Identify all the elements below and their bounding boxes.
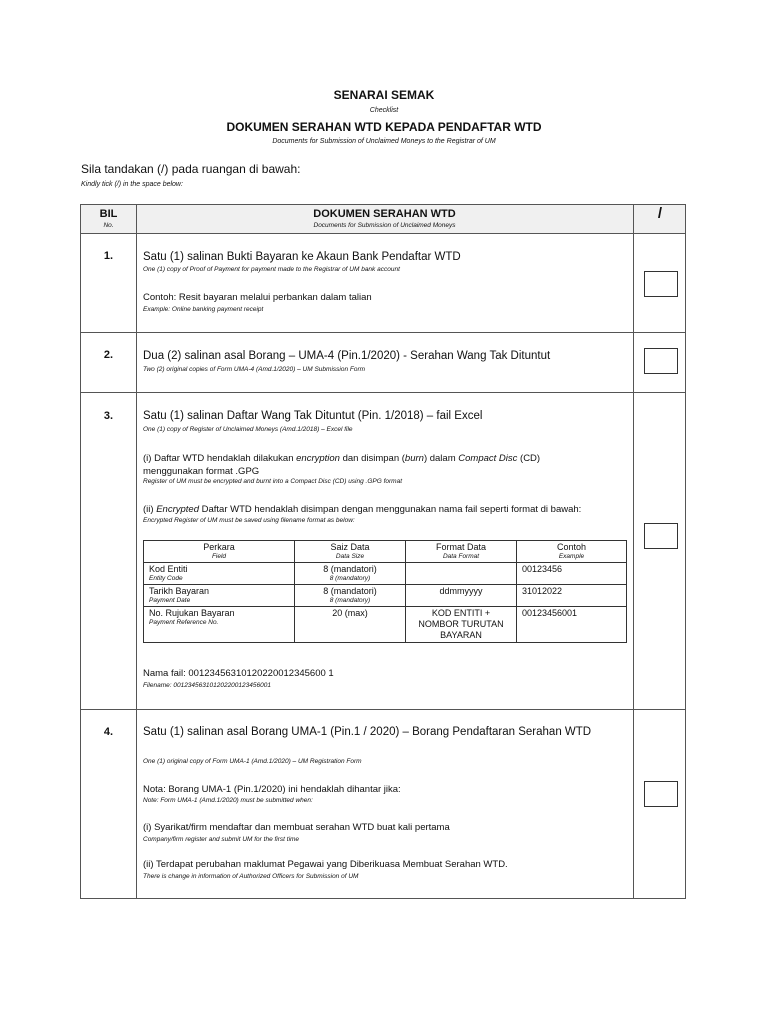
row-divider [81,392,685,393]
row-1-example: Contoh: Resit bayaran melalui perbankan dalam talian [143,292,372,303]
column-header-tick: / [657,205,663,222]
row-4-item-ii: (ii) Terdapat perubahan maklumat Pegawai yang Diberikuasa Membuat Serahan WTD. [143,859,508,870]
row-4-note-english: Note: Form UMA-1 (Amd.1/2020) must be submitted when: [143,797,313,804]
row-3-paragraph-1: (i) Daftar WTD hendaklah dilakukan encryption dan disimpan (burn) dalam Compact Disc (CD) [143,453,541,464]
filename-format-table [143,540,627,643]
size-cell: 20 (max) [295,607,406,643]
tick-box[interactable] [644,348,678,374]
column-header: Saiz Data Data Size [295,541,406,563]
row-1-title-english: One (1) copy of Proof of Payment for payment made to the Registrar of UM bank account [143,266,400,273]
checklist-table [80,204,686,899]
example-cell: 00123456 [517,563,627,585]
row-divider [81,709,685,710]
size-cell: 8 (mandatori) 8 (mandatory) [295,563,406,585]
document-subtitle-english: Documents for Submission of Unclaimed Moneys to the Registrar of UM [272,138,496,145]
column-header: Contoh Example [517,541,627,563]
row-4-note: Nota: Borang UMA-1 (Pin.1/2020) ini hendaklah dihantar jika: [143,784,401,795]
table-row [144,585,627,607]
row-3-paragraph-2-english: Encrypted Register of UM must be saved using filename format as below: [143,517,355,524]
example-cell: 00123456001 [517,607,627,643]
field-cell: Tarikh Bayaran Payment Date [144,585,295,607]
table-row [144,607,627,643]
format-cell [406,563,517,585]
instruction: Sila tandakan (/) pada ruangan di bawah: [81,162,301,176]
row-2-title: Dua (2) salinan asal Borang – UMA-4 (Pin.1/2020) - Serahan Wang Tak Dituntut [143,350,551,362]
row-4-item-i-english: Company/firm register and submit UM for the first time [143,836,300,843]
instruction-english: Kindly tick (/) in the space below: [81,181,183,188]
tick-box[interactable] [644,523,678,549]
format-cell: ddmmyyyy [406,585,517,607]
example-cell: 31012022 [517,585,627,607]
column-header-bil-english: No. [103,222,114,229]
row-4-item-ii-english: There is change in information of Authorized Officers for Submission of UM [143,873,359,880]
column-header: Format Data Data Format [406,541,517,563]
checklist-title-english: Checklist [369,107,399,114]
column-header: Perkara Field [144,541,295,563]
column-header-document-english: Documents for Submission of Unclaimed Moneys [313,222,456,229]
row-4-title: Satu (1) salinan asal Borang UMA-1 (Pin.1 / 2020) – Borang Pendaftaran Serahan WTD [143,726,592,738]
column-divider [136,205,137,898]
format-cell: KOD ENTITI + NOMBOR TURUTAN BAYARAN [406,607,517,643]
row-3-filename: Nama fail: 00123456310120220012345600 1 [143,668,334,679]
row-3-paragraph-1-english: Register of UM must be encrypted and burnt into a Compact Disc (CD) using .GPG format [143,478,403,485]
row-3-filename-english: Filename: 001234563101202200123456001 [143,682,271,689]
row-3-title-english: One (1) copy of Register of Unclaimed Moneys (Amd.1/2018) – Excel file [143,426,353,433]
row-1-title: Satu (1) salinan Bukti Bayaran ke Akaun Bank Pendaftar WTD [143,251,461,263]
row-number: 4. [103,726,114,738]
row-number: 1. [103,250,114,262]
row-3-paragraph-2: (ii) Encrypted Daftar WTD hendaklah disimpan dengan menggunakan nama fail seperti format di bawah: [143,504,582,515]
row-divider [81,332,685,333]
checklist-title: SENARAI SEMAK [333,88,435,102]
column-header-document: DOKUMEN SERAHAN WTD [313,208,456,220]
row-4-item-i: (i) Syarikat/firm mendaftar dan membuat serahan WTD buat kali pertama [143,822,450,833]
table-row [144,563,627,585]
field-cell: Kod Entiti Entity Code [144,563,295,585]
row-number: 2. [103,349,114,361]
field-cell: No. Rujukan Bayaran Payment Reference No. [144,607,295,643]
row-3-paragraph-1-cont: menggunakan format .GPG [143,466,260,477]
row-number: 3. [103,410,114,422]
document-subtitle: DOKUMEN SERAHAN WTD KEPADA PENDAFTAR WTD [226,120,542,134]
size-cell: 8 (mandatori) 8 (mandatory) [295,585,406,607]
row-1-example-english: Example: Online banking payment receipt [143,306,264,313]
row-4-title-english: One (1) original copy of Form UMA-1 (Amd.1/2020) – UM Registration Form [143,758,362,765]
column-divider [633,205,634,898]
table-row [144,541,627,563]
tick-box[interactable] [644,781,678,807]
row-3-title: Satu (1) salinan Daftar Wang Tak Dituntut (Pin. 1/2018) – fail Excel [143,410,483,422]
tick-box[interactable] [644,271,678,297]
column-header-bil: BIL [99,208,118,220]
row-divider [81,233,685,234]
row-2-title-english: Two (2) original copies of Form UMA-4 (Amd.1/2020) – UM Submission Form [143,366,366,373]
